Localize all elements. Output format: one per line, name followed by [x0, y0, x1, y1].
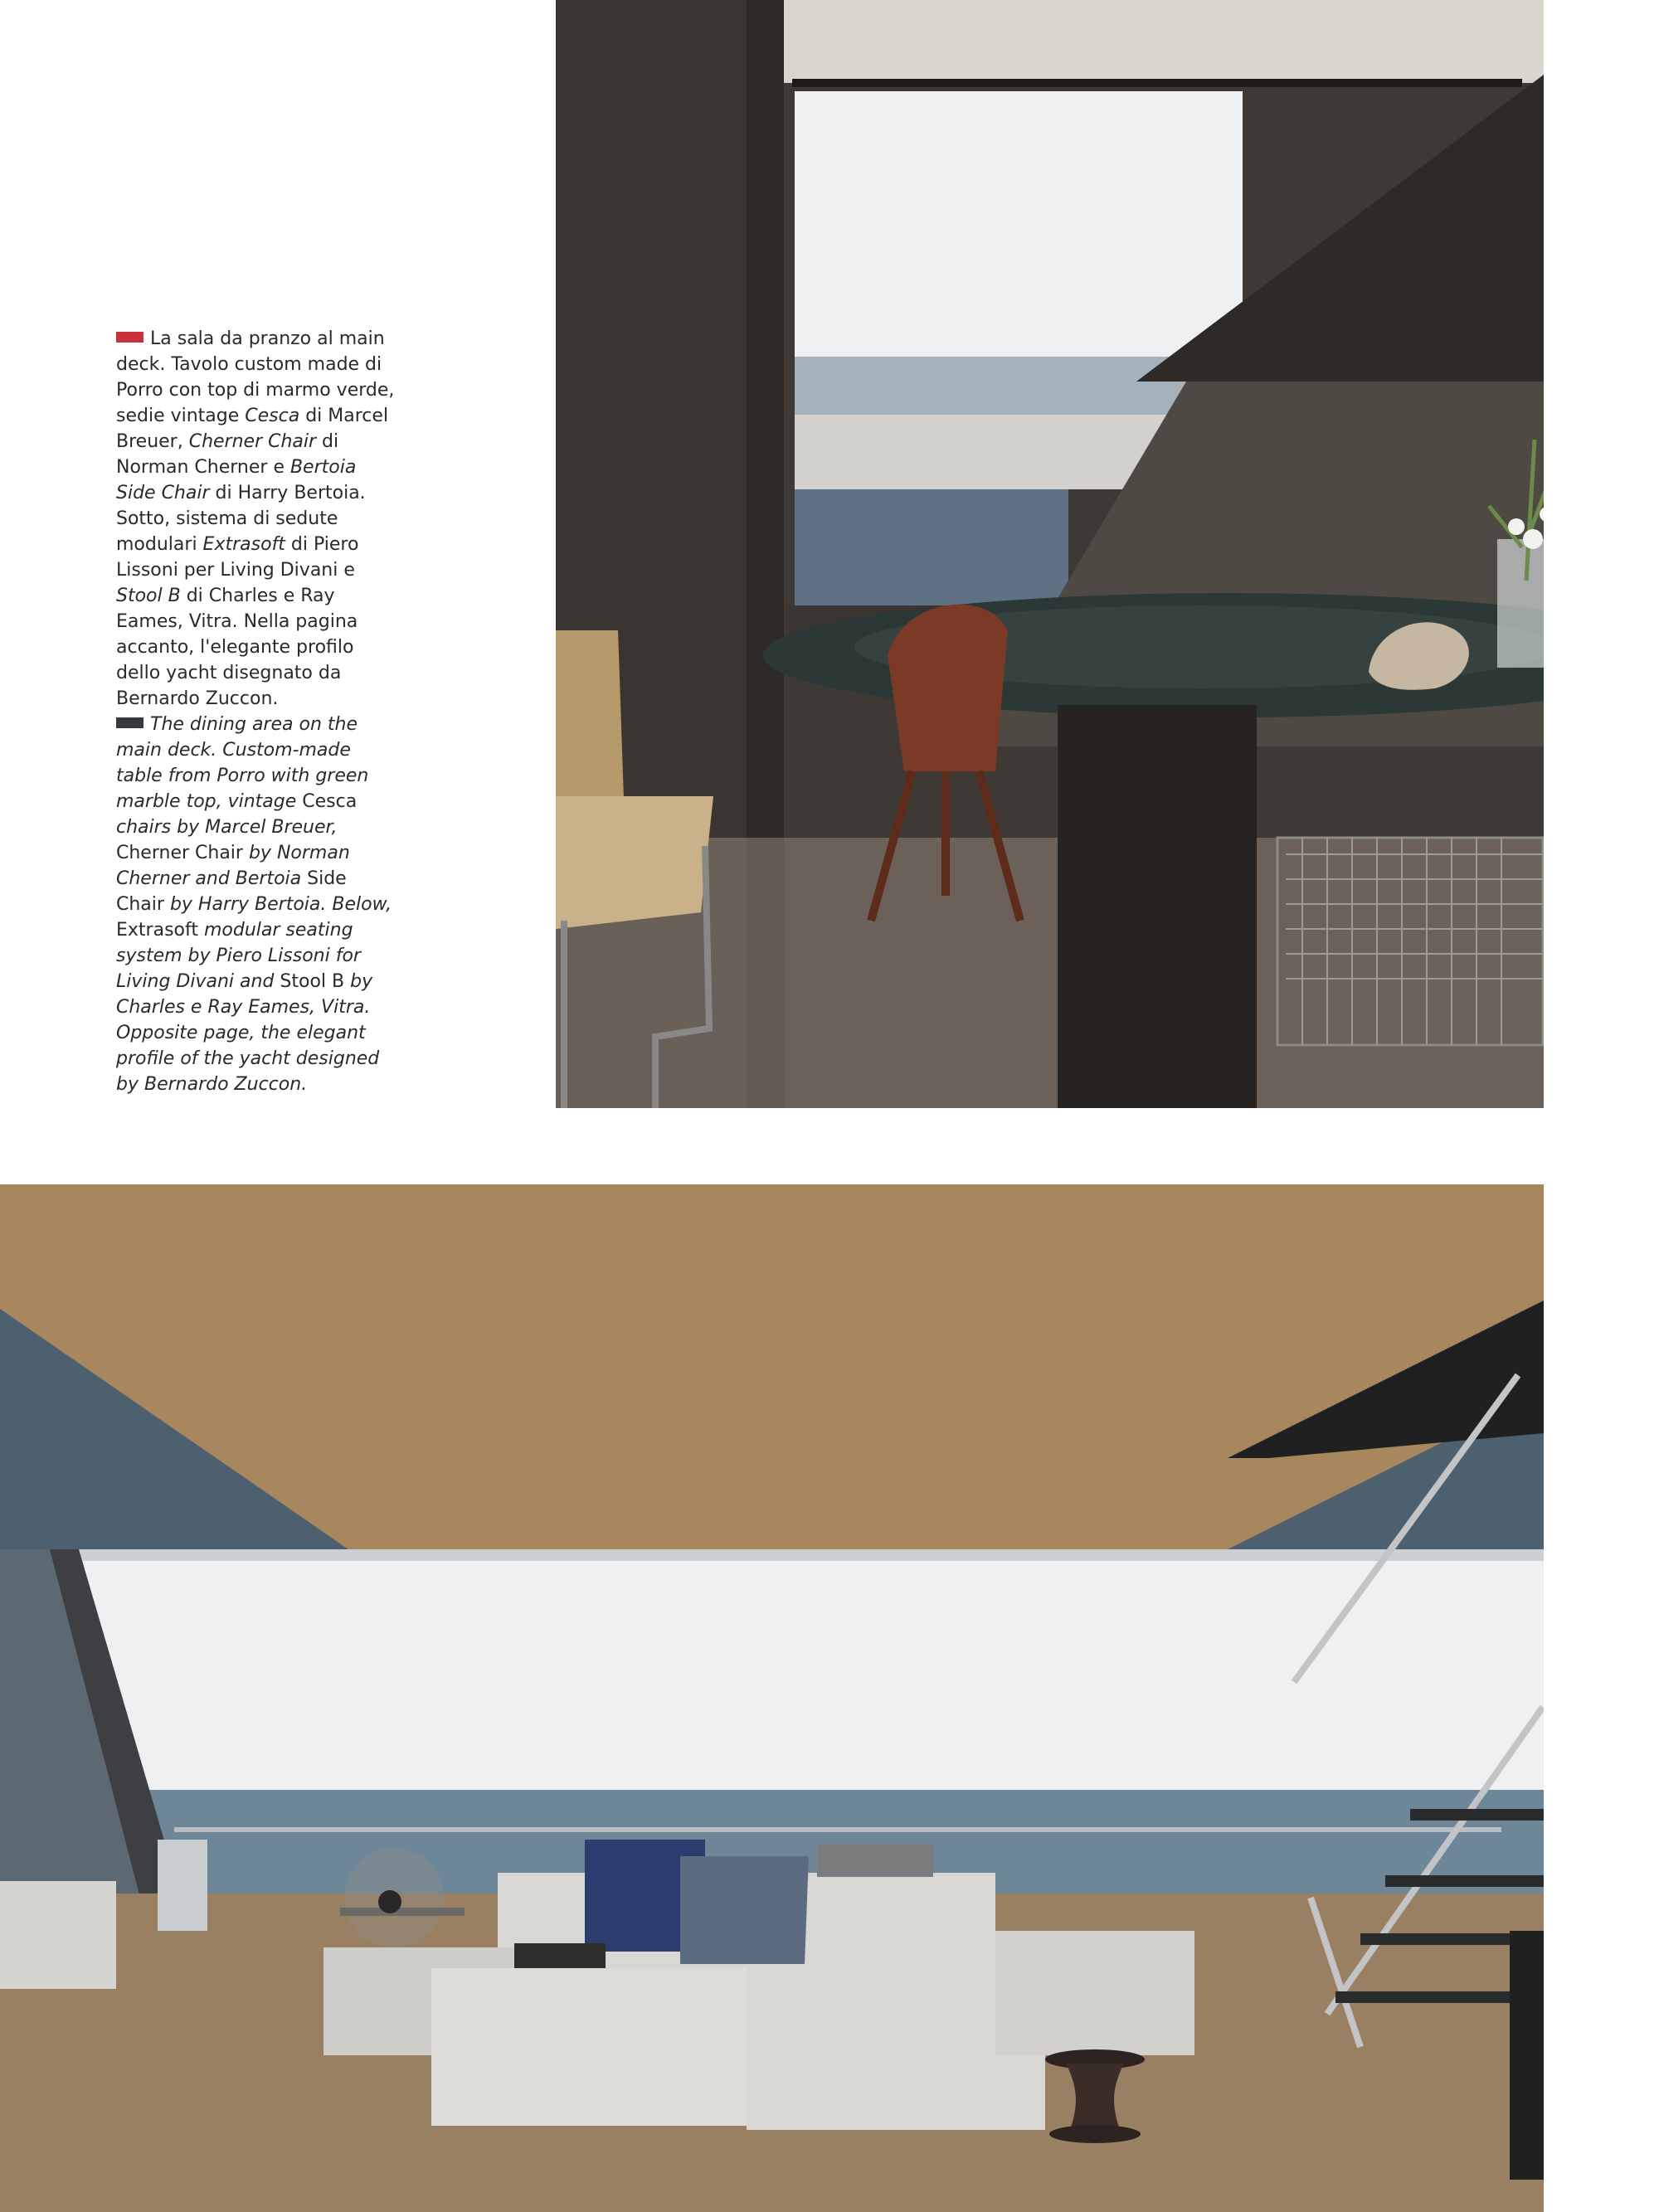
- caption-marker-red: [116, 332, 144, 343]
- caption-italian: [116, 326, 398, 712]
- caption-italian-part: Extrasoft: [202, 534, 285, 555]
- caption-italian-part: Bertoia Side Chair: [116, 457, 357, 503]
- caption-english-part: modular seating system by Piero Lissoni for Living Divani and: [116, 920, 361, 992]
- caption-english-part: Side Chair: [116, 868, 347, 915]
- caption-italian-part: Cherner Chair: [188, 431, 317, 452]
- caption-italian-part: di Charles e Ray Eames, Vitra. Nella pagina accanto, l'elegante profilo dello yacht disegnato da Bernardo Zuccon.: [116, 586, 358, 709]
- caption-italian-part: di Norman Cherner e: [116, 431, 339, 478]
- caption-english-part: chairs by Marcel Breuer,: [116, 817, 338, 838]
- caption-english-part: Cherner Chair: [116, 843, 243, 863]
- aft-deck-photo: [0, 1184, 1544, 2212]
- photo-caption: [116, 326, 398, 1097]
- caption-italian-part: Cesca: [245, 406, 300, 426]
- caption-english-part: Cesca: [302, 791, 358, 812]
- caption-english-part: The dining area on the main deck. Custom-made table from Porro with green marble top, vintage: [116, 714, 369, 812]
- caption-italian-part: La sala da pranzo al main deck. Tavolo custom made di Porro con top di marmo verde, sedie vintage: [116, 328, 395, 426]
- caption-italian-part: Stool B: [116, 586, 181, 606]
- caption-marker-dark: [116, 717, 144, 728]
- caption-english-part: by Norman Cherner and Bertoia: [116, 843, 350, 889]
- caption-italian-part: di Harry Bertoia. Sotto, sistema di sedute modulari: [116, 483, 366, 555]
- caption-english-part: by Charles e Ray Eames, Vitra. Opposite page, the elegant profile of the yacht designed by Bernardo Zuccon.: [116, 971, 380, 1095]
- caption-english-part: Stool B: [280, 971, 345, 992]
- caption-italian-part: di Piero Lissoni per Living Divani e: [116, 534, 359, 581]
- caption-english-part: Extrasoft: [116, 920, 198, 941]
- caption-english: [116, 712, 398, 1097]
- caption-english-part: by Harry Bertoia. Below,: [163, 894, 392, 915]
- caption-english-text: [116, 714, 392, 1095]
- dining-area-photo: [556, 0, 1544, 1108]
- caption-italian-part: di Marcel Breuer,: [116, 406, 389, 452]
- caption-italian-text: [116, 328, 394, 709]
